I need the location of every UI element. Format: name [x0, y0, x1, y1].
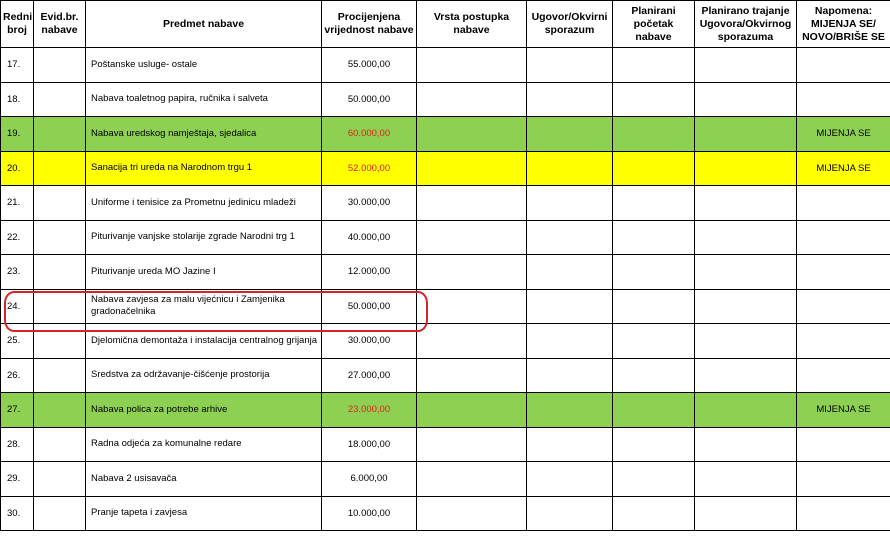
header-evid-br: Evid.br. nabave — [34, 1, 86, 48]
value-cell: 60.000,00 — [322, 117, 417, 152]
note-cell: MIJENJA SE — [797, 151, 890, 186]
note-cell: MIJENJA SE — [797, 393, 890, 428]
row-number: 19. — [1, 117, 34, 152]
subject-cell: Sredstva za održavanje-čišćenje prostorija — [86, 358, 322, 393]
row-number: 22. — [1, 220, 34, 255]
procedure-cell — [417, 82, 527, 117]
subject-cell: Poštanske usluge- ostale — [86, 48, 322, 83]
contract-cell — [527, 151, 613, 186]
evid-cell — [34, 151, 86, 186]
evid-cell — [34, 358, 86, 393]
procedure-cell — [417, 220, 527, 255]
row-number: 21. — [1, 186, 34, 221]
procedure-cell — [417, 186, 527, 221]
evid-cell — [34, 255, 86, 290]
duration-cell — [695, 358, 797, 393]
value-cell: 18.000,00 — [322, 427, 417, 462]
note-cell — [797, 289, 890, 324]
contract-cell — [527, 82, 613, 117]
duration-cell — [695, 220, 797, 255]
duration-cell — [695, 117, 797, 152]
subject-cell: Nabava uredskog namještaja, sjedalica — [86, 117, 322, 152]
duration-cell — [695, 186, 797, 221]
procedure-cell — [417, 255, 527, 290]
procedure-cell — [417, 462, 527, 497]
procedure-cell — [417, 496, 527, 531]
value-cell: 12.000,00 — [322, 255, 417, 290]
procedure-cell — [417, 48, 527, 83]
contract-cell — [527, 324, 613, 359]
contract-cell — [527, 255, 613, 290]
contract-cell — [527, 289, 613, 324]
table-row — [1, 48, 890, 83]
contract-cell — [527, 117, 613, 152]
start-cell — [613, 151, 695, 186]
subject-cell: Nabava polica za potrebe arhive — [86, 393, 322, 428]
row-number: 29. — [1, 462, 34, 497]
start-cell — [613, 48, 695, 83]
header-vrsta-postupka: Vrsta postupka nabave — [417, 1, 527, 48]
row-number: 28. — [1, 427, 34, 462]
subject-cell: Uniforme i tenisice za Prometnu jedinicu mladeži — [86, 186, 322, 221]
start-cell — [613, 117, 695, 152]
evid-cell — [34, 48, 86, 83]
note-cell — [797, 82, 890, 117]
duration-cell — [695, 393, 797, 428]
value-cell: 30.000,00 — [322, 186, 417, 221]
evid-cell — [34, 82, 86, 117]
row-number: 20. — [1, 151, 34, 186]
note-cell — [797, 186, 890, 221]
table-row — [1, 82, 890, 117]
start-cell — [613, 220, 695, 255]
row-number: 25. — [1, 324, 34, 359]
contract-cell — [527, 220, 613, 255]
contract-cell — [527, 393, 613, 428]
value-cell: 50.000,00 — [322, 82, 417, 117]
procedure-cell — [417, 358, 527, 393]
header-predmet: Predmet nabave — [86, 1, 322, 48]
evid-cell — [34, 427, 86, 462]
note-cell — [797, 324, 890, 359]
contract-cell — [527, 462, 613, 497]
evid-cell — [34, 186, 86, 221]
subject-cell: Nabava zavjesa za malu vijećnicu i Zamjenika gradonačelnika — [86, 289, 322, 324]
note-cell — [797, 255, 890, 290]
note-cell: MIJENJA SE — [797, 117, 890, 152]
start-cell — [613, 289, 695, 324]
row-number: 30. — [1, 496, 34, 531]
table-row — [1, 496, 890, 531]
evid-cell — [34, 220, 86, 255]
table-row — [1, 255, 890, 290]
start-cell — [613, 186, 695, 221]
table-row — [1, 462, 890, 497]
start-cell — [613, 255, 695, 290]
row-number: 24. — [1, 289, 34, 324]
contract-cell — [527, 186, 613, 221]
row-number: 26. — [1, 358, 34, 393]
table-row — [1, 427, 890, 462]
contract-cell — [527, 427, 613, 462]
table-row — [1, 289, 890, 324]
value-cell: 30.000,00 — [322, 324, 417, 359]
duration-cell — [695, 255, 797, 290]
table-row — [1, 324, 890, 359]
evid-cell — [34, 496, 86, 531]
value-cell: 6.000,00 — [322, 462, 417, 497]
contract-cell — [527, 496, 613, 531]
table-row — [1, 151, 890, 186]
header-trajanje: Planirano trajanje Ugovora/Okvirnog sporazuma — [695, 1, 797, 48]
header-redni-broj: Redni broj — [1, 1, 34, 48]
evid-cell — [34, 393, 86, 428]
table-row — [1, 220, 890, 255]
header-napomena: Napomena: MIJENJA SE/ NOVO/BRIŠE SE — [797, 1, 890, 48]
table-row — [1, 358, 890, 393]
subject-cell: Nabava 2 usisavača — [86, 462, 322, 497]
value-cell: 55.000,00 — [322, 48, 417, 83]
start-cell — [613, 462, 695, 497]
subject-cell: Piturivanje vanjske stolarije zgrade Narodni trg 1 — [86, 220, 322, 255]
start-cell — [613, 427, 695, 462]
evid-cell — [34, 462, 86, 497]
note-cell — [797, 462, 890, 497]
note-cell — [797, 48, 890, 83]
header-vrijednost: Procijenjena vrijednost nabave — [322, 1, 417, 48]
procedure-cell — [417, 393, 527, 428]
start-cell — [613, 393, 695, 428]
note-cell — [797, 358, 890, 393]
note-cell — [797, 496, 890, 531]
duration-cell — [695, 427, 797, 462]
subject-cell: Piturivanje ureda MO Jazine I — [86, 255, 322, 290]
evid-cell — [34, 289, 86, 324]
start-cell — [613, 324, 695, 359]
header-pocetak: Planirani početak nabave — [613, 1, 695, 48]
duration-cell — [695, 82, 797, 117]
row-number: 18. — [1, 82, 34, 117]
duration-cell — [695, 496, 797, 531]
value-cell: 10.000,00 — [322, 496, 417, 531]
duration-cell — [695, 324, 797, 359]
table-row — [1, 117, 890, 152]
value-cell: 52.000,00 — [322, 151, 417, 186]
duration-cell — [695, 462, 797, 497]
start-cell — [613, 82, 695, 117]
subject-cell: Djelomična demontaža i instalacija centralnog grijanja — [86, 324, 322, 359]
row-number: 23. — [1, 255, 34, 290]
header-row — [1, 1, 890, 48]
value-cell: 40.000,00 — [322, 220, 417, 255]
value-cell: 23.000,00 — [322, 393, 417, 428]
contract-cell — [527, 358, 613, 393]
duration-cell — [695, 289, 797, 324]
duration-cell — [695, 48, 797, 83]
evid-cell — [34, 117, 86, 152]
subject-cell: Pranje tapeta i zavjesa — [86, 496, 322, 531]
start-cell — [613, 496, 695, 531]
header-ugovor: Ugovor/Okvirni sporazum — [527, 1, 613, 48]
contract-cell — [527, 48, 613, 83]
subject-cell: Radna odjeća za komunalne redare — [86, 427, 322, 462]
note-cell — [797, 427, 890, 462]
duration-cell — [695, 151, 797, 186]
table-row — [1, 393, 890, 428]
value-cell: 27.000,00 — [322, 358, 417, 393]
table-row — [1, 186, 890, 221]
subject-cell: Sanacija tri ureda na Narodnom trgu 1 — [86, 151, 322, 186]
procedure-cell — [417, 151, 527, 186]
evid-cell — [34, 324, 86, 359]
procedure-cell — [417, 117, 527, 152]
value-cell: 50.000,00 — [322, 289, 417, 324]
subject-cell: Nabava toaletnog papira, ručnika i salveta — [86, 82, 322, 117]
start-cell — [613, 358, 695, 393]
row-number: 17. — [1, 48, 34, 83]
note-cell — [797, 220, 890, 255]
procedure-cell — [417, 289, 527, 324]
procedure-cell — [417, 427, 527, 462]
procedure-cell — [417, 324, 527, 359]
row-number: 27. — [1, 393, 34, 428]
